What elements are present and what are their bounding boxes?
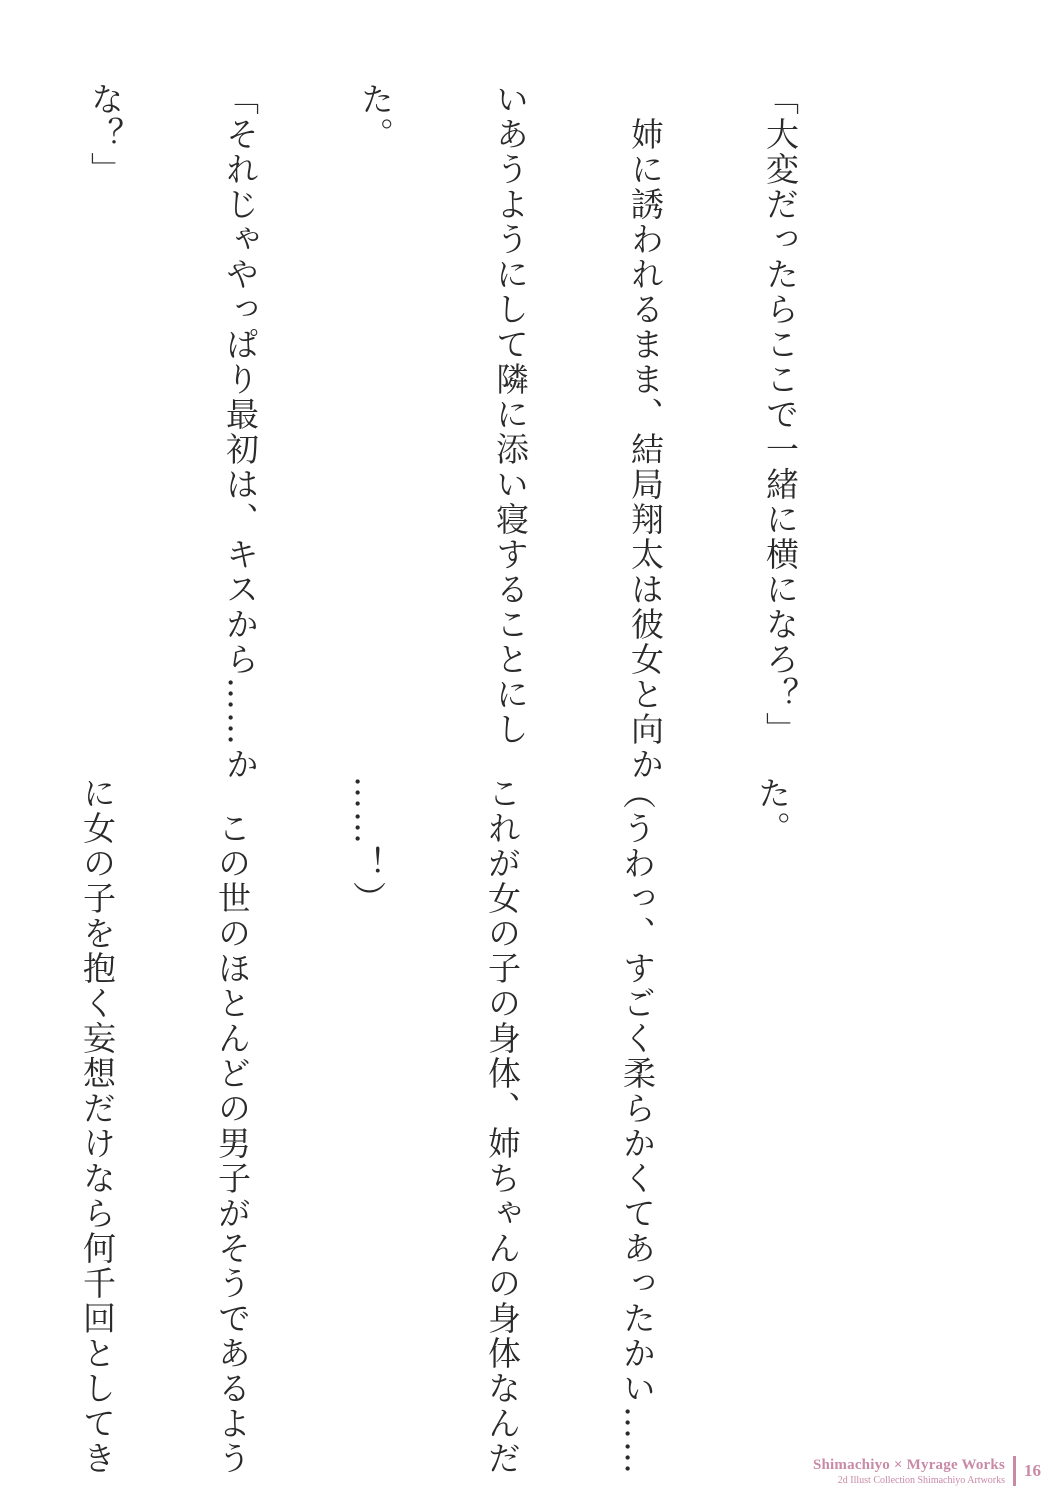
- brand-title: Shimachiyo × Myrage Works: [812, 1457, 1005, 1473]
- text-line: 姉に誘われるまま、結局翔太は彼女と向か: [626, 82, 665, 782]
- page-number: 16: [1024, 1461, 1041, 1480]
- text-column-block-bottom: [0, 776, 885, 1476]
- footer-divider: [1013, 1456, 1016, 1486]
- text-line: （うわっ、すごく柔らかくてあったかい……: [618, 776, 657, 1476]
- text-line: た。: [753, 776, 792, 846]
- text-line: な？」: [86, 82, 125, 187]
- text-line: ……！）: [348, 776, 387, 916]
- text-line: た。: [356, 82, 395, 152]
- text-line: 「大変だったらここで一緒に横になろ？」: [761, 82, 800, 747]
- text-line: これが女の子の身体、姉ちゃんの身体なんだ: [483, 776, 522, 1476]
- footer-brand: [813, 1457, 1005, 1486]
- text-column-block-top: [0, 82, 893, 782]
- text-line: に女の子を抱く妄想だけなら何千回としてき: [78, 776, 117, 1476]
- text-line: いあうようにして隣に添い寝することにし: [491, 82, 530, 747]
- text-line: 「それじゃやっぱり最初は、キスから……か: [221, 82, 260, 782]
- page-footer: [813, 1456, 1041, 1486]
- text-line: この世のほとんどの男子がそうであるよう: [213, 776, 252, 1476]
- brand-subtitle: 2d Illust Collection Shimachiyo Artworks: [837, 1475, 1005, 1486]
